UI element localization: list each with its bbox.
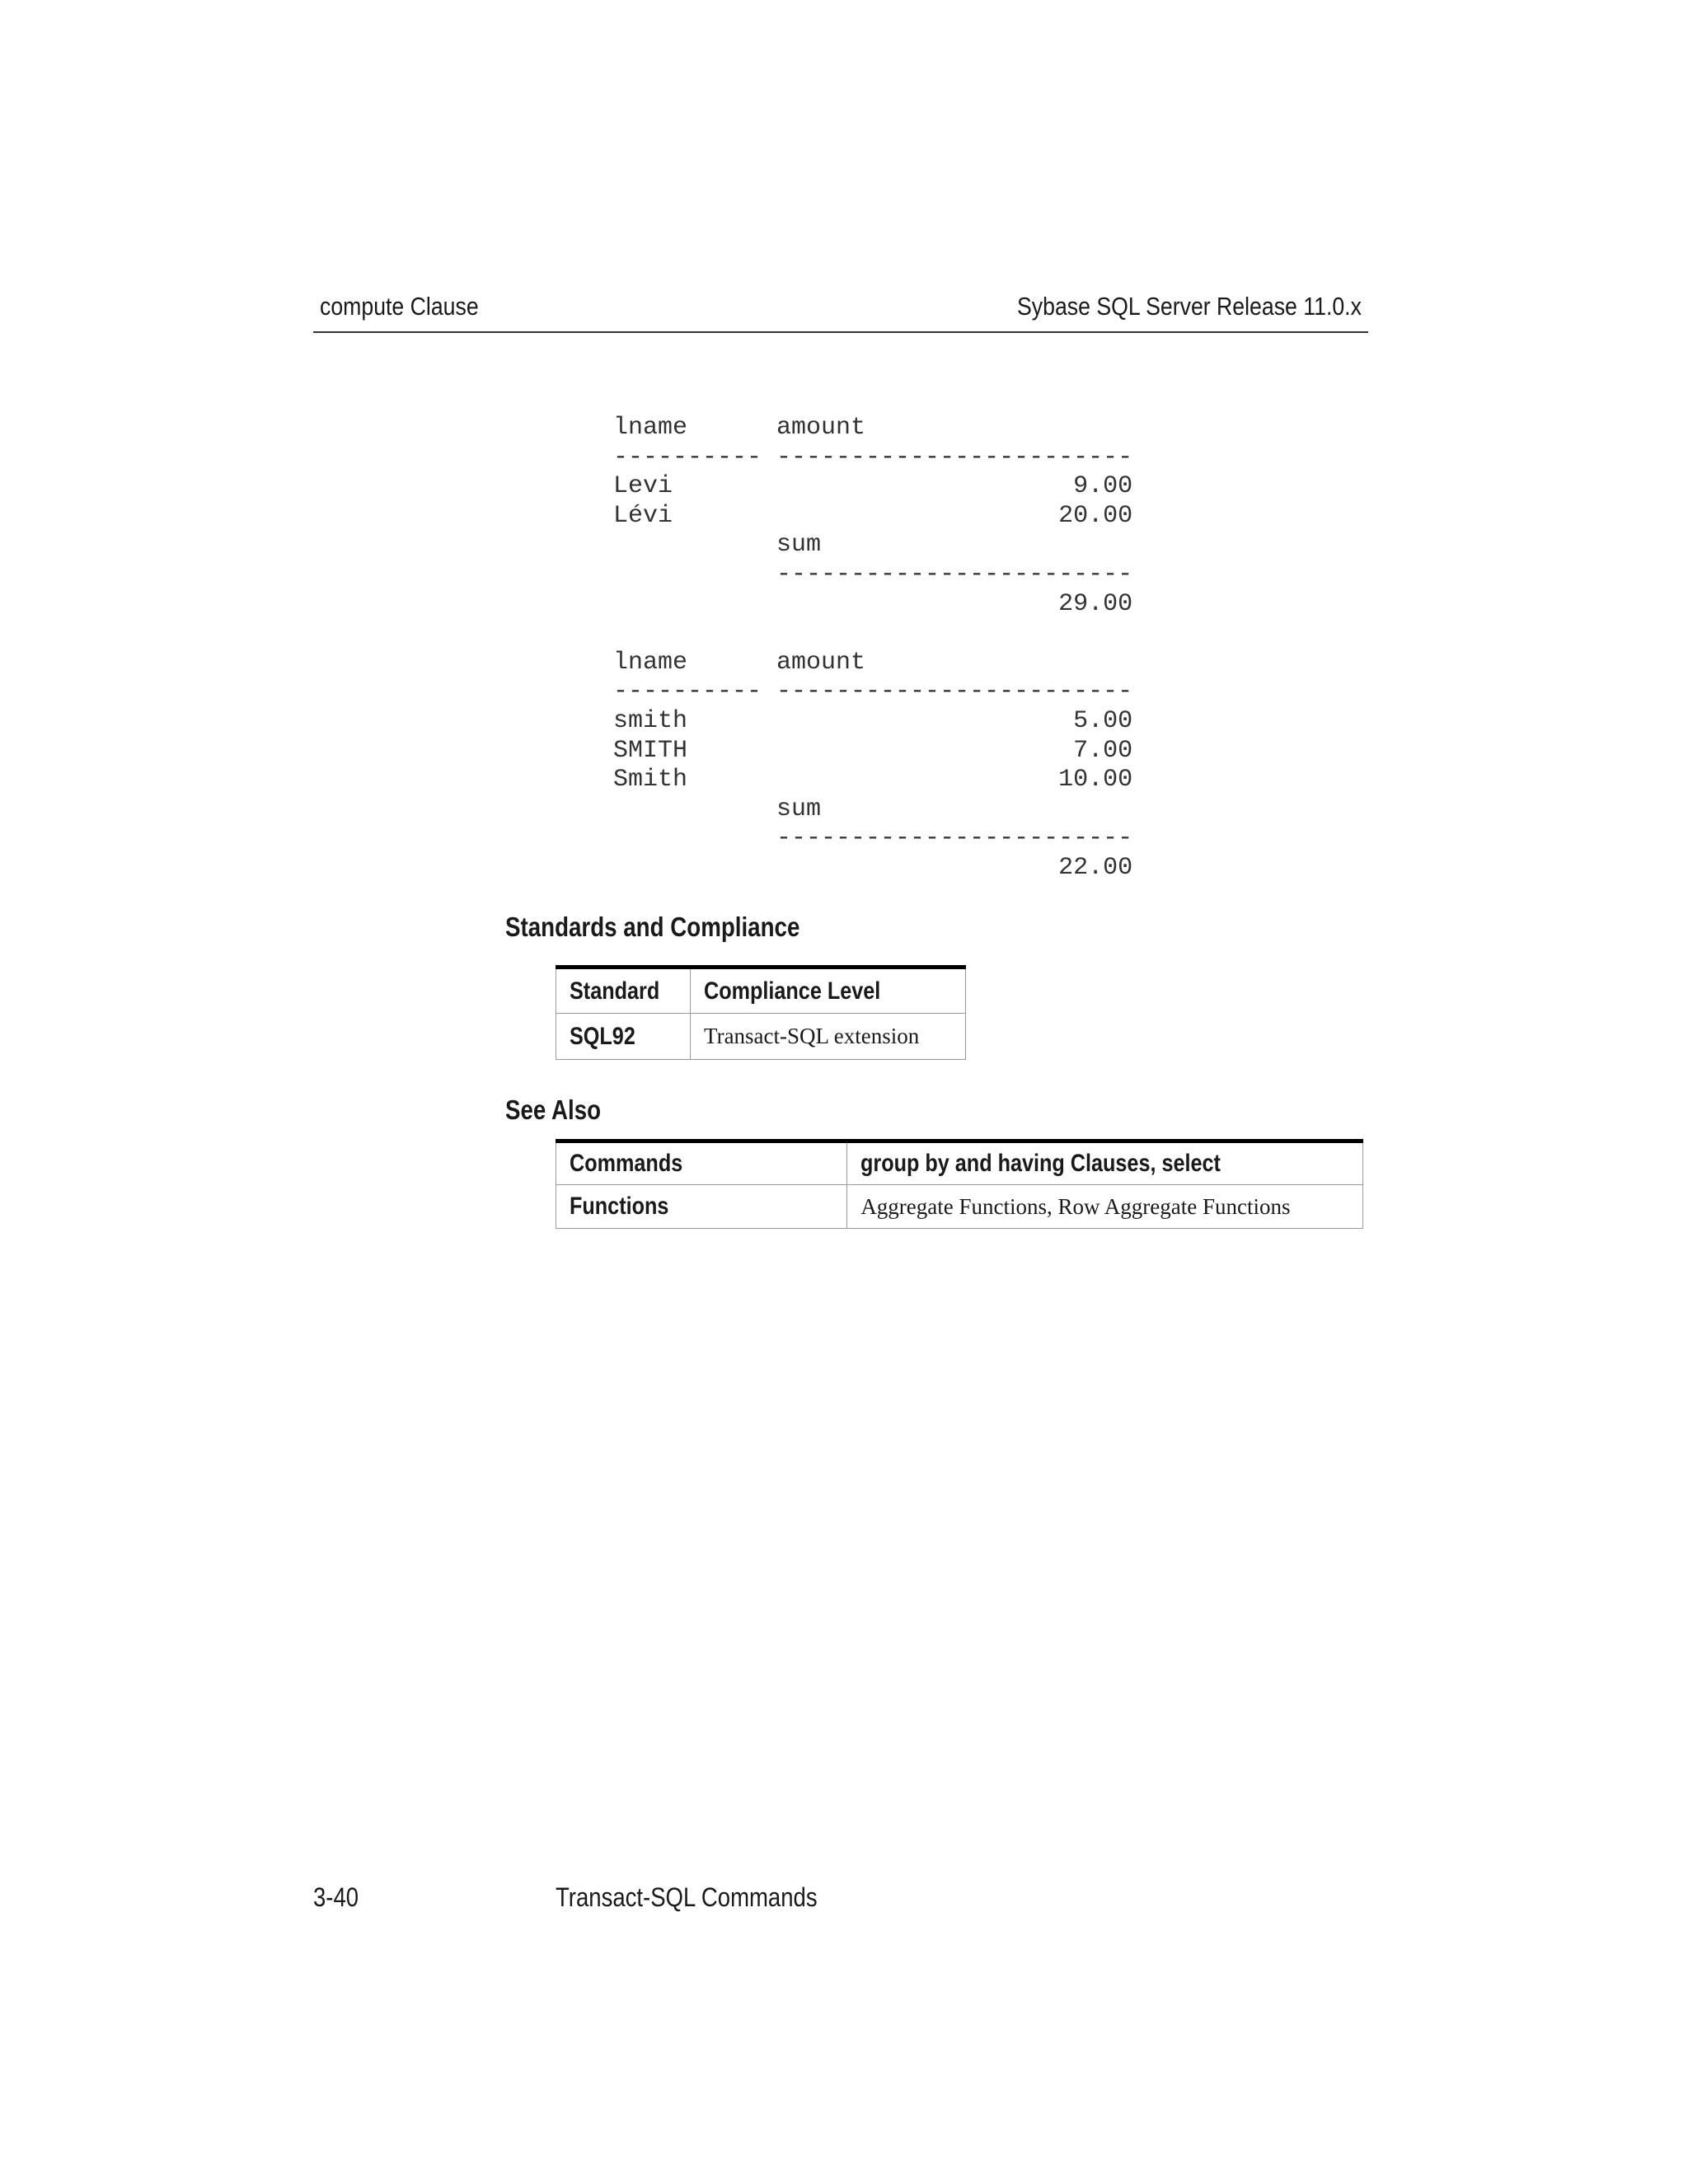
code-line: sum bbox=[613, 531, 822, 560]
code-line: 29.00 bbox=[613, 589, 1133, 618]
standards-table bbox=[556, 965, 966, 1060]
table-cell: Aggregate Functions, Row Aggregate Functions bbox=[847, 1185, 1363, 1229]
see-also-heading: See Also bbox=[505, 1094, 602, 1125]
code-line: ---------- ------------------------ bbox=[613, 677, 1133, 706]
header-section-title: compute Clause bbox=[320, 292, 479, 321]
query-output bbox=[613, 414, 1132, 883]
table-row bbox=[556, 1014, 966, 1060]
code-group-separator bbox=[613, 619, 1132, 649]
footer-title: Transact-SQL Commands bbox=[556, 1882, 818, 1912]
table-cell: group by and having Clauses, select bbox=[847, 1141, 1363, 1185]
code-line: ------------------------ bbox=[613, 824, 1133, 853]
code-line: smith 5.00 bbox=[613, 706, 1133, 735]
code-line: 22.00 bbox=[613, 853, 1133, 882]
code-line: Levi 9.00 bbox=[613, 472, 1133, 501]
see-also-table bbox=[556, 1139, 1363, 1229]
header-product-title: Sybase SQL Server Release 11.0.x bbox=[1017, 292, 1362, 321]
code-line: sum bbox=[613, 794, 822, 823]
code-line: Lévi 20.00 bbox=[613, 501, 1133, 530]
code-line: Smith 10.00 bbox=[613, 766, 1133, 794]
running-header bbox=[313, 288, 1368, 333]
table-header-cell: Compliance Level bbox=[691, 968, 966, 1014]
table-cell: SQL92 bbox=[556, 1014, 691, 1060]
page-number: 3-40 bbox=[313, 1882, 359, 1912]
table-header-row bbox=[556, 968, 966, 1014]
code-line: SMITH 7.00 bbox=[613, 736, 1133, 765]
standards-heading: Standards and Compliance bbox=[505, 912, 800, 942]
table-cell: Transact-SQL extension bbox=[691, 1014, 966, 1060]
code-line: ---------- ------------------------ bbox=[613, 443, 1133, 471]
table-header-cell: Standard bbox=[556, 968, 691, 1014]
code-line: lname amount bbox=[613, 414, 866, 442]
code-line: ------------------------ bbox=[613, 560, 1133, 588]
code-line: lname amount bbox=[613, 648, 866, 677]
table-row bbox=[556, 1185, 1363, 1229]
table-cell: Functions bbox=[556, 1185, 847, 1229]
table-row bbox=[556, 1141, 1363, 1185]
table-cell: Commands bbox=[556, 1141, 847, 1185]
